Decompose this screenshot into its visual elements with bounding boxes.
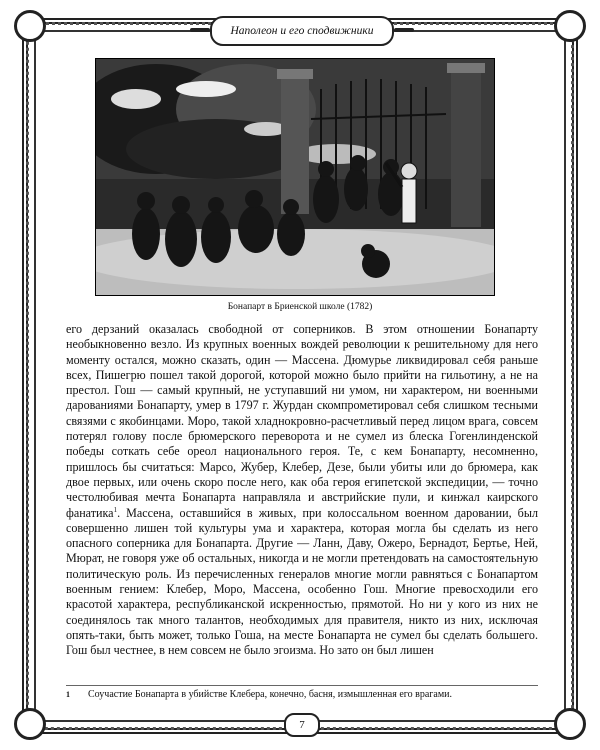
figure-caption: Бонапарт в Бриенской школе (1782) (227, 302, 373, 312)
running-header (210, 16, 394, 46)
corner-ornament (554, 10, 586, 42)
engraving-illustration (95, 58, 495, 296)
footnote-separator (66, 685, 538, 686)
footnote-reference[interactable]: 1 (113, 505, 118, 514)
corner-ornament (14, 10, 46, 42)
footnote-text: Соучастие Бонапарта в убийстве Клебера, конечно, басня, измышленная его врагами. (88, 689, 453, 700)
paragraph-text-continued: . Массена, оставшийся в живых, при колоссальном военном даровании, был совершенно лишен той культуры ума и характера, которая могла бы сделать из него опасного соперника для Бонапарта. Другие — Ланн, Даву, Ожеро, Бернадот, Бертье, Ней, Мюрат, не говоря уже об остальных, никогда и не могли претендовать на самостоятельную политическую роль. Из перечисленных генералов многие могли равняться с Бонапартом военным гением: Клебер, Моро, Массена, особенно Гош. Многие превосходили его красотой характера, республиканской искренностью, прямотой. Но ни у кого из них не соединялось так много талантов, необходимых для правителя, никто из них, исключая опять-таки, быть может, только Гоша, на месте Бонапарта не сумел бы сделать большего. Гош был честнее, в нем совсем не было эгоизма. Но зато он был лишен (66, 505, 538, 658)
corner-ornament (14, 708, 46, 740)
running-title: Наполеон и его сподвижники (230, 25, 374, 37)
page-number (284, 713, 320, 737)
page-number-value: 7 (299, 719, 305, 731)
paragraph (66, 322, 538, 659)
footnote-mark: 1 (66, 690, 70, 699)
paragraph-text: его дерзаний оказалась свободной от соперников. В этом отношении Бонапарту необыкновенно везло. Из крупных военных вождей революции к решительному для него моменту остался, можно сказать, один — Массена. Дюмурье ликвидировал себя раньше всех, Пишегрю пошел такой дорогой, которой можно было прийти на гильотину, а не на престол. Гош — самый крупный, не уступавший ни умом, ни характером, ни военными дарованиями Бонапарту, умер в 1797 г. Журдан скомпрометировал себя слишком тесными связями с якобинцами. Моро, такой хладнокровно-расчетливый перед лицом врага, совсем потерял голову после брюмерского переворота и не сумел из блеска Гогенлинденской победы соткать себе ореол национального героя. Те, с кем Бонапарту, несомненно, пришлось бы считаться: Марсо, Жубер, Клебер, Дезе, были убиты или до брюмера, как двое первых, или очень скоро после него, как оба героя египетской экспедиции, — точно честолюбивая мечта Бонапарта направляла и австрийские пули, и кинжал каирского фанатика (66, 322, 538, 520)
corner-ornament (554, 708, 586, 740)
body-text (66, 322, 538, 686)
footnote (66, 689, 538, 701)
